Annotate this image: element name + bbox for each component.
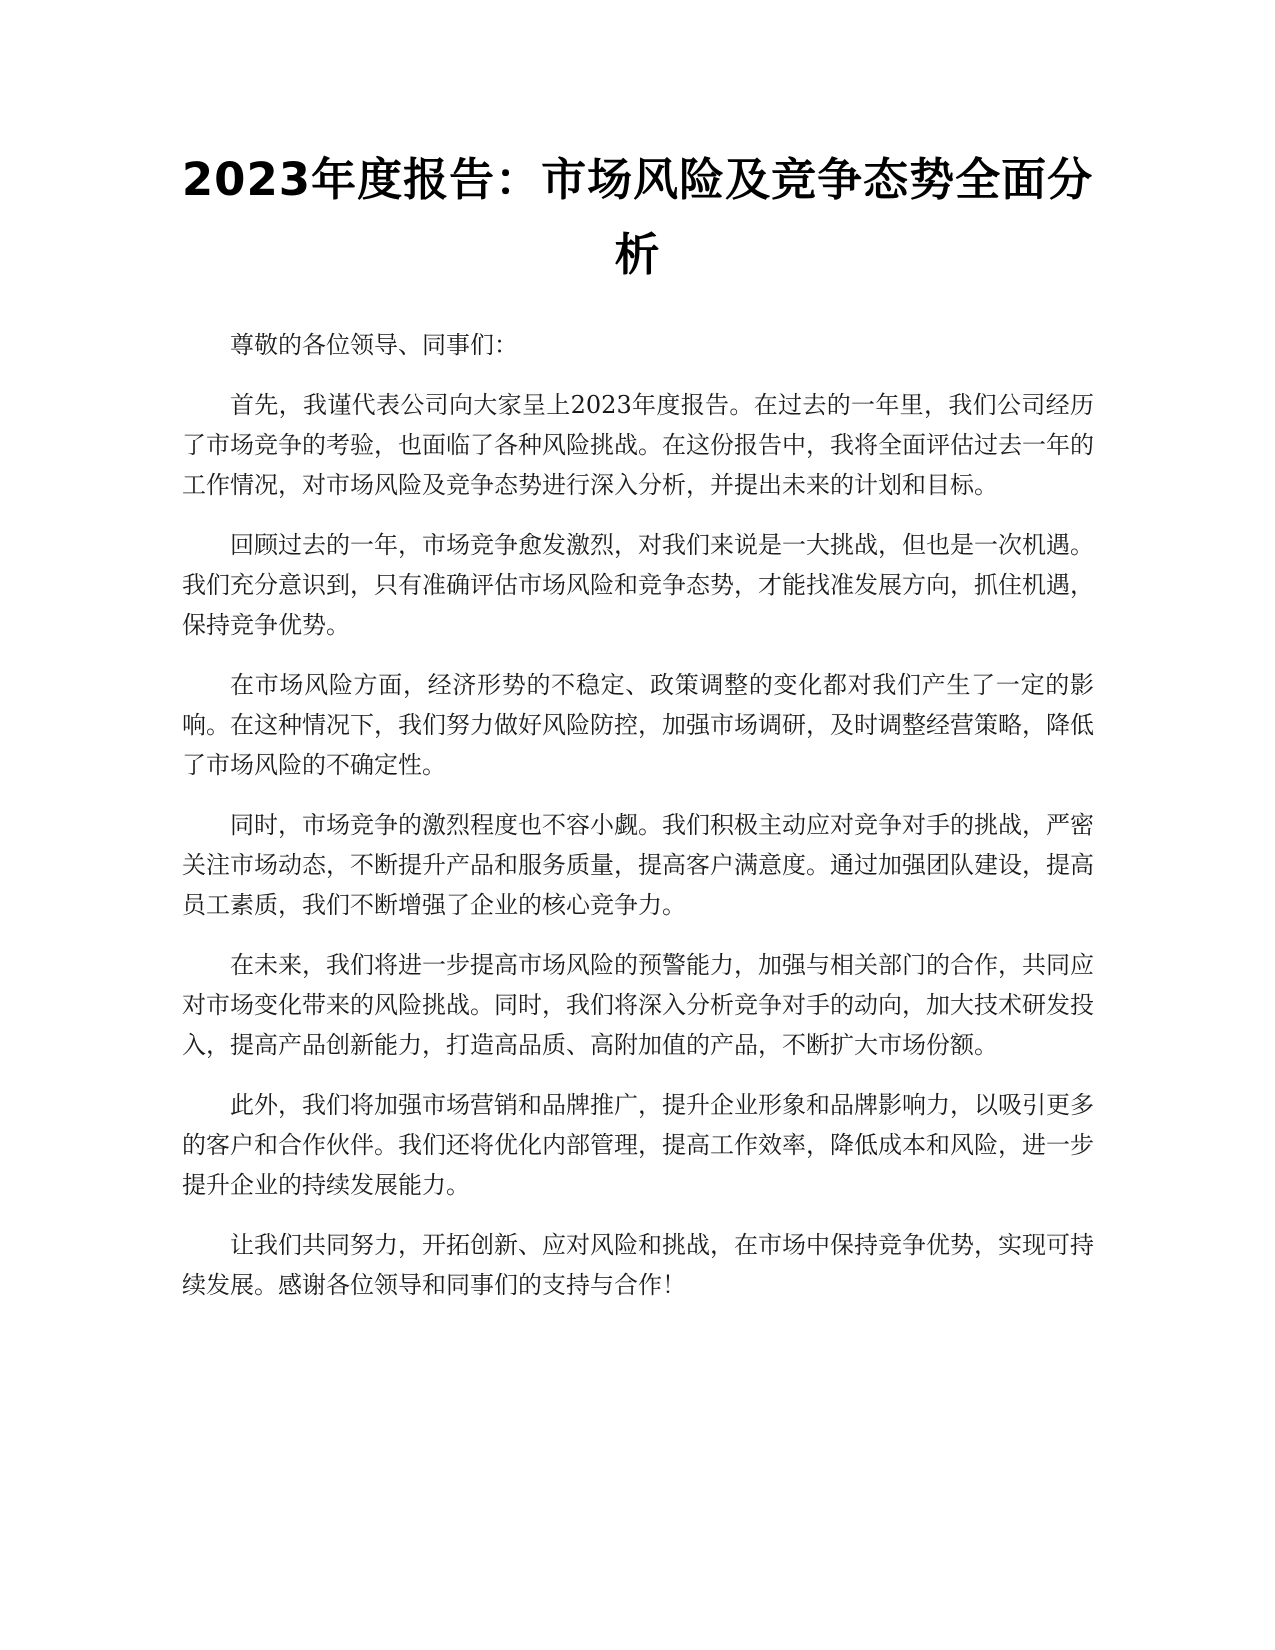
paragraph: 同时，市场竞争的激烈程度也不容小觑。我们积极主动应对竞争对手的挑战，严密关注市场动态，不断提升产品和服务质量，提高客户满意度。通过加强团队建设，提高员工素质，我们不断增强了企业的核心竞争力。 [182,811,1094,919]
document-body [182,325,1094,1325]
paragraph-closing: 让我们共同努力，开拓创新、应对风险和挑战，在市场中保持竞争优势，实现可持续发展。感谢各位领导和同事们的支持与合作！ [182,1231,1094,1299]
paragraph: 在未来，我们将进一步提高市场风险的预警能力，加强与相关部门的合作，共同应对市场变化带来的风险挑战。同时，我们将深入分析竞争对手的动向，加大技术研发投入，提高产品创新能力，打造高品质、高附加值的产品，不断扩大市场份额。 [182,951,1094,1059]
document-title: 2023年度报告：市场风险及竞争态势全面分析 [181,153,1094,281]
paragraph: 首先，我谨代表公司向大家呈上2023年度报告。在过去的一年里，我们公司经历了市场竞争的考验，也面临了各种风险挑战。在这份报告中，我将全面评估过去一年的工作情况，对市场风险及竞争态势进行深入分析，并提出未来的计划和目标。 [182,391,1094,499]
paragraph: 回顾过去的一年，市场竞争愈发激烈，对我们来说是一大挑战，但也是一次机遇。我们充分意识到，只有准确评估市场风险和竞争态势，才能找准发展方向，抓住机遇，保持竞争优势。 [182,531,1094,639]
paragraph: 在市场风险方面，经济形势的不稳定、政策调整的变化都对我们产生了一定的影响。在这种情况下，我们努力做好风险防控，加强市场调研，及时调整经营策略，降低了市场风险的不确定性。 [182,671,1094,779]
paragraph-salutation: 尊敬的各位领导、同事们： [230,331,518,359]
paragraph: 此外，我们将加强市场营销和品牌推广，提升企业形象和品牌影响力，以吸引更多的客户和合作伙伴。我们还将优化内部管理，提高工作效率，降低成本和风险，进一步提升企业的持续发展能力。 [182,1091,1094,1199]
